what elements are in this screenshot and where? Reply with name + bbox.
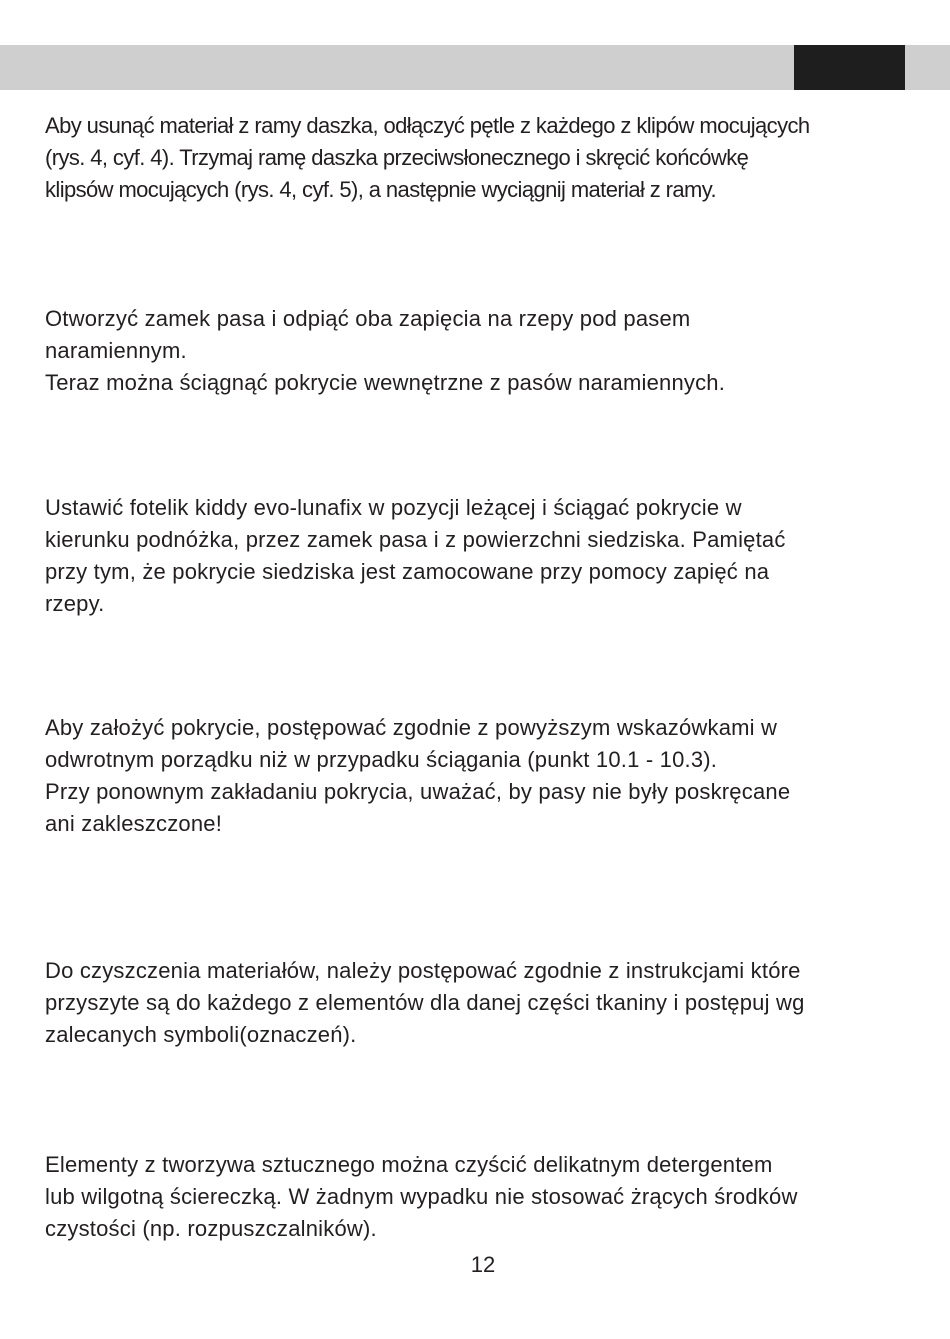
paragraph-cover-refitting — [45, 712, 905, 840]
text-line: (rys. 4, cyf. 4). Trzymaj ramę daszka przeciwsłonecznego i skręcić końcówkę — [45, 145, 749, 170]
text-line: zalecanych symboli(oznaczeń). — [45, 1022, 357, 1047]
text-line: Aby założyć pokrycie, postępować zgodnie z powyższym wskazówkami w — [45, 715, 778, 740]
text-line: naramiennym. — [45, 338, 187, 363]
text-line: Teraz można ściągnąć pokrycie wewnętrzne z pasów naramiennych. — [45, 370, 726, 395]
text-line: przy tym, że pokrycie siedziska jest zamocowane przy pomocy zapięć na — [45, 559, 770, 584]
text-line: odwrotnym porządku niż w przypadku ściągania (punkt 10.1 - 10.3). — [45, 747, 718, 772]
paragraph-plastic-cleaning — [45, 1149, 905, 1245]
text-line: rzepy. — [45, 591, 105, 616]
paragraph-harness-cover-removal — [45, 303, 905, 399]
text-line: Aby usunąć materiał z ramy daszka, odłączyć pętle z każdego z klipów mocujących — [45, 113, 810, 138]
paragraph-seat-cover-removal — [45, 492, 905, 620]
text-line: Otworzyć zamek pasa i odpiąć oba zapięcia na rzepy pod pasem — [45, 306, 691, 331]
text-line: przyszyte są do każdego z elementów dla danej części tkaniny i postępuj wg — [45, 990, 805, 1015]
text-line: Ustawić fotelik kiddy evo-lunafix w pozycji leżącej i ściągać pokrycie w — [45, 495, 742, 520]
text-line: Przy ponownym zakładaniu pokrycia, uważać, by pasy nie były poskręcane — [45, 779, 791, 804]
text-line: Do czyszczenia materiałów, należy postępować zgodnie z instrukcjami które — [45, 958, 801, 983]
text-line: czystości (np. rozpuszczalników). — [45, 1216, 377, 1241]
text-line: kierunku podnóżka, przez zamek pasa i z powierzchni siedziska. Pamiętać — [45, 527, 786, 552]
header-tab-marker — [794, 45, 905, 90]
text-line: klipsów mocujących (rys. 4, cyf. 5), a następnie wyciągnij materiał z ramy. — [45, 177, 717, 202]
text-line: ani zakleszczone! — [45, 811, 223, 836]
text-line: lub wilgotną ściereczką. W żadnym wypadku nie stosować żrących środków — [45, 1184, 798, 1209]
paragraph-fabric-cleaning — [45, 955, 905, 1051]
page-number: 12 — [470, 1252, 496, 1277]
paragraph-sunshade-fabric-removal — [45, 110, 905, 206]
text-line: Elementy z tworzywa sztucznego można czyścić delikatnym detergentem — [45, 1152, 773, 1177]
